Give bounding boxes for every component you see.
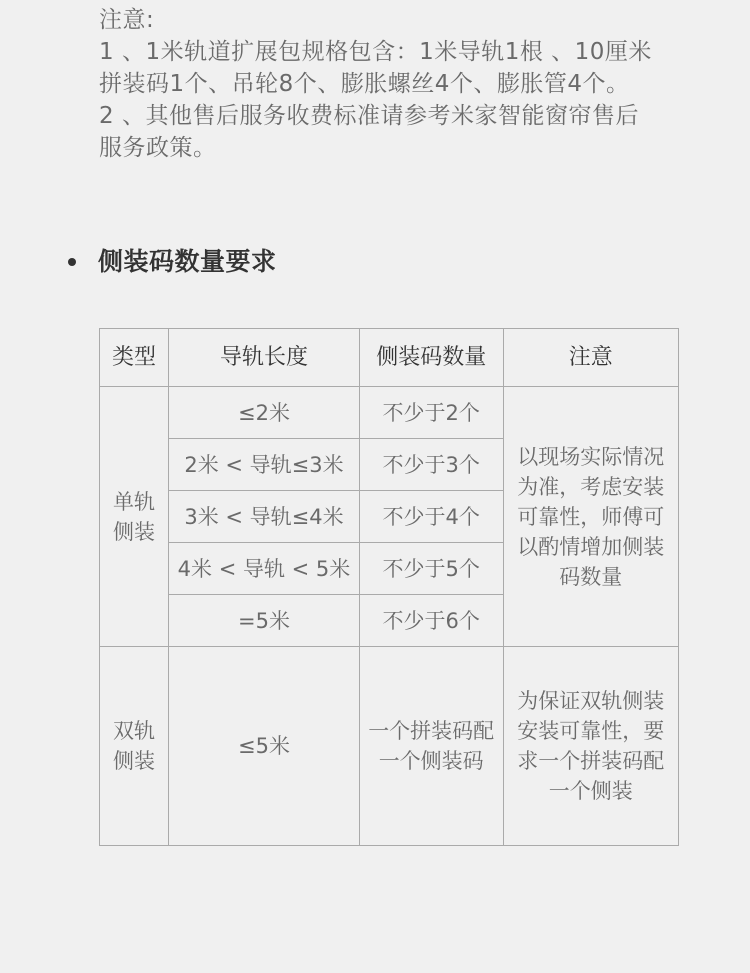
quantity-cell: 一个拼装码配一个侧装码 bbox=[359, 647, 503, 846]
type-double-line2: 侧装 bbox=[113, 749, 156, 773]
length-cell: ≤2米 bbox=[169, 387, 360, 439]
length-cell: 4米 < 导轨 < 5米 bbox=[169, 543, 360, 595]
header-type: 类型 bbox=[100, 329, 169, 387]
notes-item1-line2: 拼装码1个、吊轮8个、膨胀螺丝4个、膨胀管4个。 bbox=[99, 71, 630, 97]
notes-item1-line1: 1 、1米轨道扩展包规格包含：1米导轨1根 、10厘米 bbox=[99, 39, 652, 65]
type-single-cell bbox=[100, 387, 169, 647]
side-bracket-table bbox=[99, 328, 679, 846]
length-cell: =5米 bbox=[169, 595, 360, 647]
quantity-cell: 不少于2个 bbox=[359, 387, 503, 439]
header-note: 注意 bbox=[503, 329, 678, 387]
type-single-line1: 单轨 bbox=[113, 489, 156, 514]
notes-item2-line1: 2 、其他售后服务收费标准请参考米家智能窗帘售后 bbox=[99, 103, 639, 129]
header-quantity: 侧装码数量 bbox=[359, 329, 503, 387]
table-row bbox=[100, 647, 679, 846]
quantity-cell: 不少于4个 bbox=[359, 491, 503, 543]
notes-item2-line2: 服务政策。 bbox=[99, 135, 217, 161]
notes-heading: 注意: bbox=[99, 7, 155, 33]
notes-block bbox=[99, 4, 699, 164]
length-cell: 2米 < 导轨≤3米 bbox=[169, 439, 360, 491]
table-header-row bbox=[100, 329, 679, 387]
length-cell: ≤5米 bbox=[169, 647, 360, 846]
note-single-cell: 以现场实际情况为准，考虑安装可靠性，师傅可以酌情增加侧装码数量 bbox=[503, 387, 678, 647]
header-length: 导轨长度 bbox=[169, 329, 360, 387]
bullet-icon bbox=[68, 258, 76, 266]
type-single-line2: 侧装 bbox=[113, 519, 156, 544]
table-row bbox=[100, 387, 679, 439]
note-double-cell: 为保证双轨侧装安装可靠性，要求一个拼装码配一个侧装 bbox=[503, 647, 678, 846]
type-double-cell bbox=[100, 647, 169, 846]
quantity-cell: 不少于3个 bbox=[359, 439, 503, 491]
section-heading bbox=[68, 244, 277, 280]
type-double-line1: 双轨 bbox=[113, 719, 156, 743]
quantity-cell: 不少于6个 bbox=[359, 595, 503, 647]
quantity-cell: 不少于5个 bbox=[359, 543, 503, 595]
length-cell: 3米 < 导轨≤4米 bbox=[169, 491, 360, 543]
section-title: 侧装码数量要求 bbox=[98, 247, 277, 276]
